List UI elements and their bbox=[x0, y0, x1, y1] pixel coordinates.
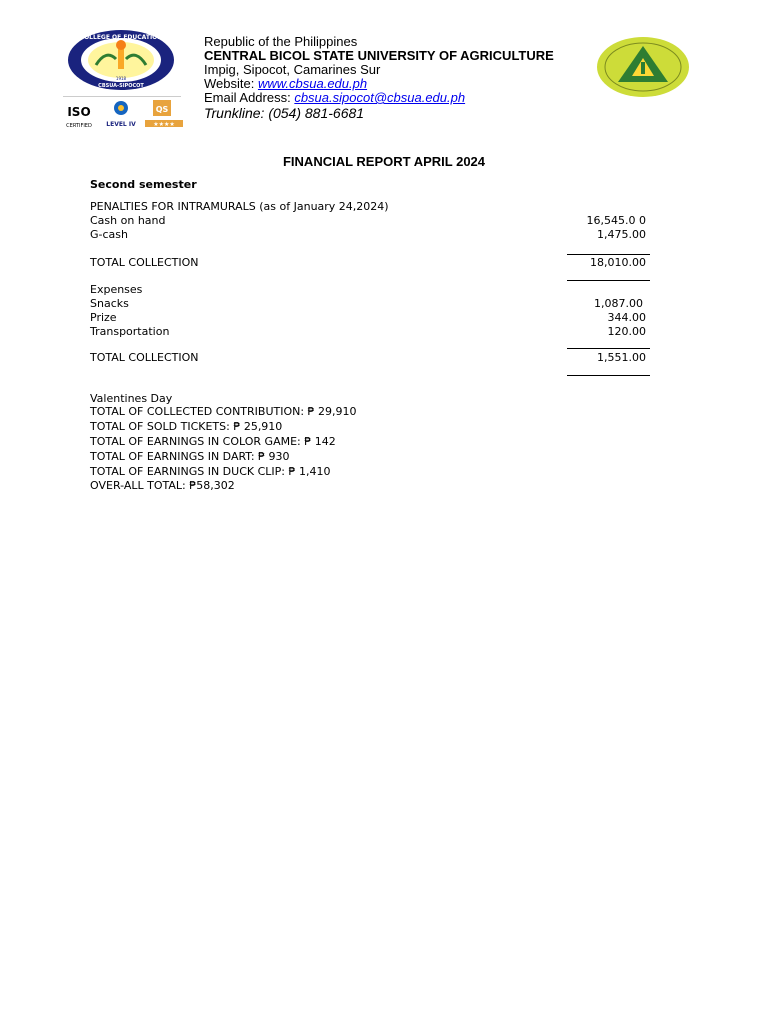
website-link[interactable]: www.cbsua.edu.ph bbox=[257, 76, 368, 91]
total-collection-label: TOTAL COLLECTION bbox=[90, 256, 199, 269]
republic-line: Republic of the Philippines bbox=[204, 34, 358, 49]
iso-certified-icon bbox=[63, 98, 95, 130]
collection-label-cash: Cash on hand bbox=[90, 214, 166, 227]
total-rule bbox=[567, 375, 650, 376]
email-line bbox=[204, 91, 554, 105]
svg-text:★★★★: ★★★★ bbox=[153, 121, 175, 128]
expense-label-snacks: Snacks bbox=[90, 297, 129, 310]
college-of-education-logo bbox=[66, 29, 176, 91]
certification-badges bbox=[63, 96, 185, 130]
expense-value-snacks: 1,087.00 bbox=[594, 297, 643, 310]
valentines-heading: Valentines Day bbox=[90, 392, 173, 405]
email-link[interactable]: cbsua.sipocot@cbsua.edu.ph bbox=[294, 90, 466, 105]
badges-divider bbox=[63, 96, 181, 97]
svg-text:QS: QS bbox=[155, 105, 169, 114]
accreditation-level-iv-icon bbox=[101, 98, 141, 130]
overall-total: OVER-ALL TOTAL: ₱58,302 bbox=[90, 479, 235, 492]
valentines-line: TOTAL OF COLLECTED CONTRIBUTION: ₱ 29,910 bbox=[90, 405, 357, 418]
total-collection-value: 18,010.00 bbox=[590, 256, 646, 269]
penalties-heading: PENALTIES FOR INTRAMURALS (as of January 24,2024) bbox=[90, 200, 389, 213]
letterhead bbox=[204, 35, 554, 121]
address-line: Impig, Sipocot, Camarines Sur bbox=[204, 62, 381, 77]
valentines-line: TOTAL OF EARNINGS IN DART: ₱ 930 bbox=[90, 450, 290, 463]
expense-value-prize: 344.00 bbox=[607, 311, 646, 324]
collection-value-cash: 16,545.0 0 bbox=[586, 214, 646, 227]
semester-heading: Second semester bbox=[90, 178, 197, 191]
svg-text:1918: 1918 bbox=[115, 76, 127, 81]
university-logo bbox=[596, 36, 690, 98]
university-name: CENTRAL BICOL STATE UNIVERSITY OF AGRICULTURE bbox=[204, 48, 554, 63]
valentines-line: TOTAL OF EARNINGS IN COLOR GAME: ₱ 142 bbox=[90, 435, 336, 448]
college-of-education-seal-icon bbox=[66, 29, 176, 91]
report-title: FINANCIAL REPORT APRIL 2024 bbox=[282, 154, 486, 169]
collection-label-gcash: G-cash bbox=[90, 228, 128, 241]
valentines-line: TOTAL OF SOLD TICKETS: ₱ 25,910 bbox=[90, 420, 283, 433]
sum-rule bbox=[567, 254, 650, 255]
cbsua-seal-icon bbox=[596, 36, 690, 98]
expense-label-prize: Prize bbox=[90, 311, 117, 324]
total-expenses-value: 1,551.00 bbox=[597, 351, 646, 364]
expense-value-transportation: 120.00 bbox=[607, 325, 646, 338]
svg-text:CBSUA-SIPOCOT: CBSUA-SIPOCOT bbox=[98, 83, 144, 89]
svg-text:ISO: ISO bbox=[67, 105, 91, 119]
collection-value-gcash: 1,475.00 bbox=[597, 228, 646, 241]
valentines-line: TOTAL OF EARNINGS IN DUCK CLIP: ₱ 1,410 bbox=[90, 465, 331, 478]
trunkline: Trunkline: (054) 881-6681 bbox=[204, 105, 365, 121]
website-line bbox=[204, 77, 554, 91]
total-rule bbox=[567, 280, 650, 281]
website-label: Website: bbox=[204, 76, 258, 91]
sum-rule bbox=[567, 348, 650, 349]
svg-text:COLLEGE OF EDUCATION: COLLEGE OF EDUCATION bbox=[79, 34, 163, 41]
expense-label-transportation: Transportation bbox=[90, 325, 170, 338]
qs-stars-icon bbox=[145, 98, 185, 130]
svg-text:CERTIFIED: CERTIFIED bbox=[66, 123, 92, 129]
total-expenses-label: TOTAL COLLECTION bbox=[90, 351, 199, 364]
svg-text:LEVEL IV: LEVEL IV bbox=[106, 121, 136, 128]
expenses-heading: Expenses bbox=[90, 283, 143, 296]
email-label: Email Address: bbox=[204, 90, 295, 105]
